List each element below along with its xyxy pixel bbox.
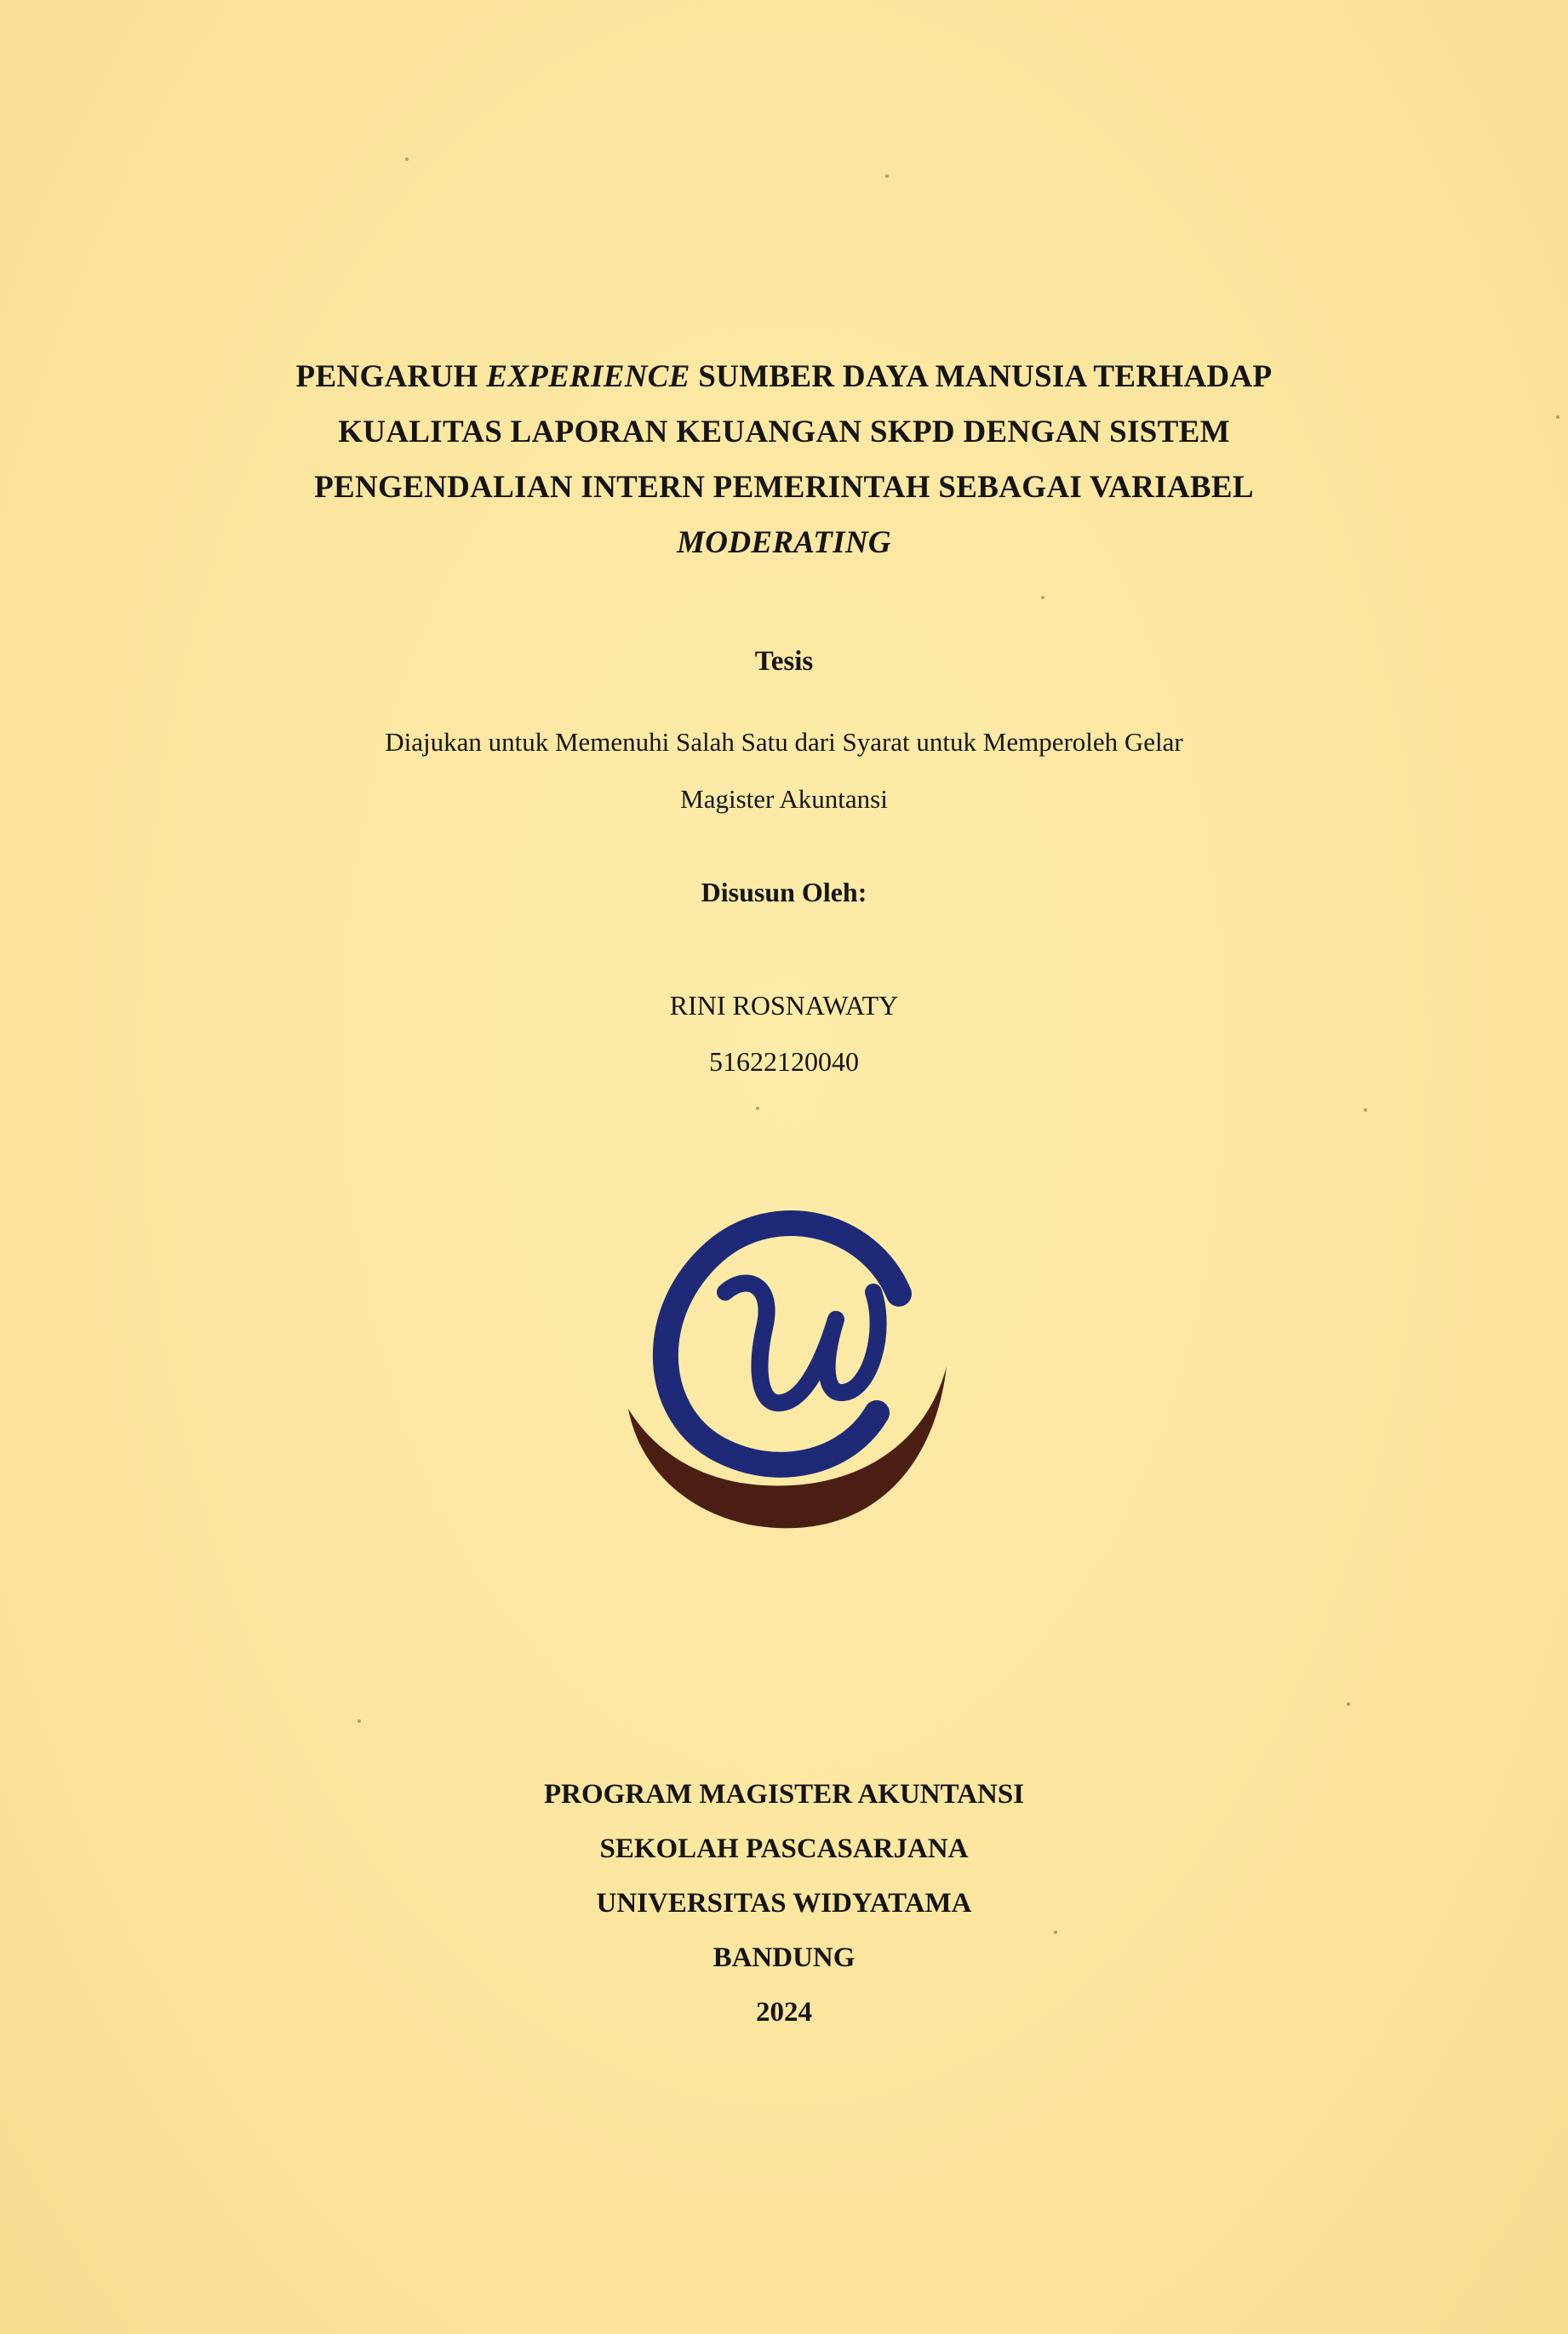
paper-speck [885,174,889,178]
school-name: SEKOLAH PASCASARJANA [599,1833,969,1864]
title-line-2: KUALITAS LAPORAN KEUANGAN SKPD DENGAN SISTEM [338,415,1230,449]
student-id: 51622120040 [709,1046,859,1077]
paper-speck [1041,596,1044,599]
paper-speck [1556,415,1559,419]
document-type: Tesis [754,646,814,677]
paper-speck [1364,1108,1367,1112]
year: 2024 [756,1997,812,2028]
logo-ring [666,1223,899,1465]
purpose-line-2: Magister Akuntansi [680,784,888,814]
widyatama-logo-icon [613,1183,962,1532]
logo-letter [725,1283,878,1403]
program-name: PROGRAM MAGISTER AKUNTANSI [543,1779,1025,1810]
purpose-statement [0,713,1568,827]
university-name: UNIVERSITAS WIDYATAMA [596,1888,972,1919]
city-name: BANDUNG [712,1942,856,1973]
title-line-4: MODERATING [677,525,891,560]
purpose-line-1: Diajukan untuk Memenuhi Salah Satu dari Syarat untuk Memperoleh Gelar [385,727,1183,757]
title-line-3: PENGENDALIAN INTERN PEMERINTAH SEBAGAI VARIABEL [314,470,1254,505]
paper-speck [1054,1931,1057,1934]
author-label: Disusun Oleh: [701,877,867,907]
paper-speck [756,1107,759,1110]
paper-speck [1347,1702,1350,1706]
author-info [0,977,1568,1090]
paper-speck [358,1719,361,1723]
thesis-title [0,349,1568,570]
author-name: RINI ROSNAWATY [669,990,899,1021]
title-line-1: PENGARUH EXPERIENCE SUMBER DAYA MANUSIA TERHADAP [295,359,1273,394]
title-emphasis-experience: EXPERIENCE [486,359,690,394]
institution-block [0,1767,1568,2039]
paper-speck [405,157,409,161]
